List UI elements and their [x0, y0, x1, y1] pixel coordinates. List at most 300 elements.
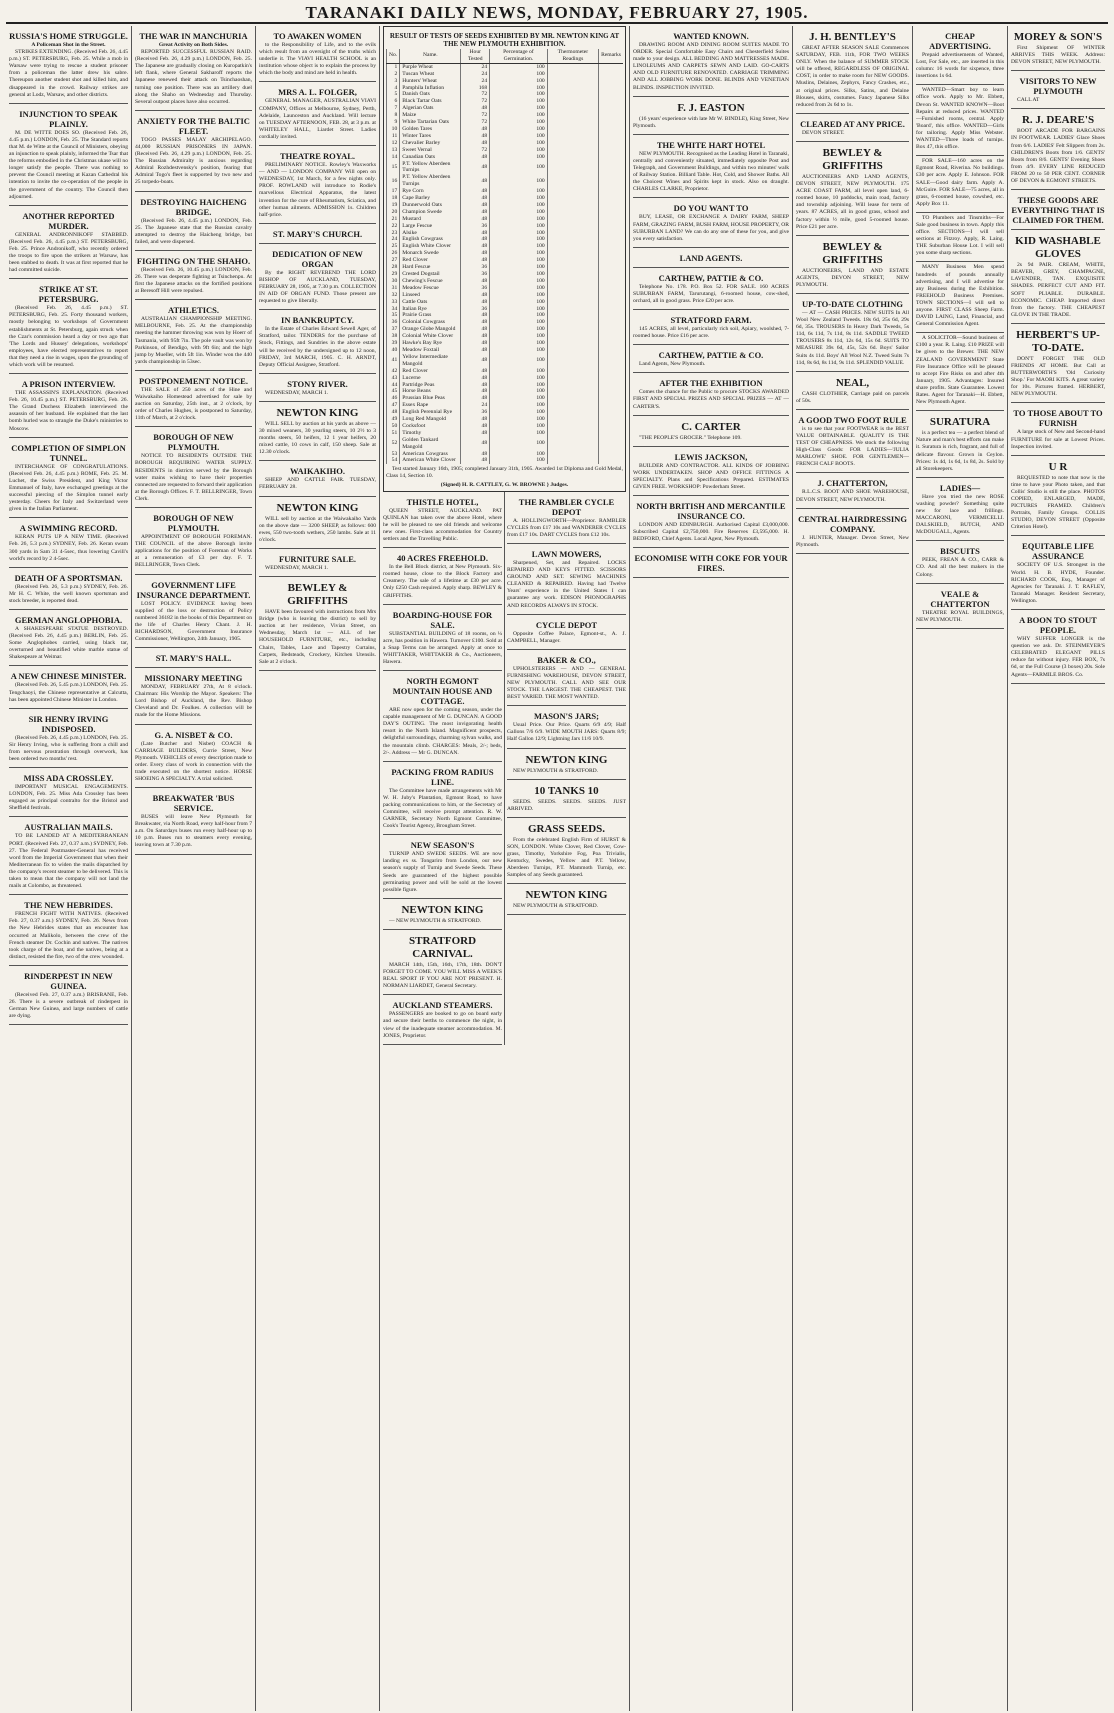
column-shop-ads: [1008, 26, 1108, 1711]
seeds-cell: 22: [387, 223, 400, 230]
seeds-cell: [547, 98, 598, 105]
seeds-cell: [599, 451, 623, 458]
article: [796, 294, 909, 372]
seeds-cell: Hard Fescue: [400, 264, 461, 271]
article-body: UPHOLSTERERS — AND — GENERAL FURNISHING WAREHOUSE, DEVON STREET, NEW PLYMOUTH. CALL AND SEE OUR STOCK. THE LARGEST. THE CHEAPEST. THE BEST VARIED. THE MOST WANTED.: [507, 665, 626, 701]
article-body: Prepaid advertisements of Wanted, Lost, For Sale, etc., are inserted in this column: 16 words for sixpence, three insertions 1s 6d.: [916, 52, 1004, 80]
seeds-cell: [547, 451, 598, 458]
seeds-cell: 41: [387, 354, 400, 368]
article: [259, 402, 376, 461]
seeds-cell: [547, 340, 598, 347]
seeds-cell: Alsike: [400, 230, 461, 237]
seeds-cell: [599, 236, 623, 243]
seeds-cell: [547, 292, 598, 299]
article-body: From the celebrated English Firm of HURST & SON, LONDON. White Clover, Red Clover, Cow-grass, Timothy, Yorkshire Fog, Poa Trivialis, Kentucky, Swedes, Yellow and P.T. Yellow, Aberdeen Turnips, P.T. Mammoth Turnip, etc. Samples of any Seeds guaranteed.: [507, 836, 626, 879]
seeds-footer: Test started January 16th, 1905; completed January 31th, 1905. Awarded 1st Diploma and Gold Medal, Class 14, Section 10.: [386, 466, 623, 480]
article-body: SOCIETY OF U.S. Strongest in the World. H. B. HYDE, Founder. RICHARD COOK, Esq., Manager of Agencies for Taranaki. J. T. RAFLEY, Taranaki Manager. Resident Secretary, Wellington.: [1011, 562, 1105, 604]
seeds-cell: 54: [387, 457, 400, 464]
article-headline: THE RAMBLER CYCLE DEPOT: [518, 496, 615, 517]
seeds-cell: Chevalier Barley: [400, 140, 461, 147]
seeds-cell: Lucerne: [400, 375, 461, 382]
seeds-cell: 100: [490, 85, 548, 92]
article-headline: GRASS SEEDS.: [527, 822, 606, 835]
seeds-cell: 100: [490, 326, 548, 333]
table-row: [387, 223, 624, 230]
article-headline: G. A. NISBET & CO.: [154, 729, 233, 740]
seeds-cell: 48: [461, 340, 490, 347]
seeds-cell: 48: [461, 174, 490, 188]
seeds-cell: 6: [387, 98, 400, 105]
seeds-cell: 100: [490, 78, 548, 85]
article-body: FOR SALE—160 acres on the Egmont Road, Riverina. No buildings. £30 per acre. Apply E. Johnson. FOR SALE—Good dairy farm. Apply A. McGuire. FOR SALE—75 acres, all in grass, 6-roomed house, cowshed, etc. Apply Box 11.: [916, 158, 1004, 207]
table-row: [387, 133, 624, 140]
article-body: KERAN PUTS UP A NEW TIME. (Received Feb. 26, 5.3 p.m.) SYDNEY, Feb. 26. Keran swam 300 yards in Sam 31 4-5sec, thus lowering Cavill's world's record by 2 4-5sec.: [9, 534, 128, 562]
article: [507, 818, 626, 885]
seeds-cell: 48: [461, 416, 490, 423]
article-headline: BAKER & CO.,: [537, 654, 596, 665]
seeds-cell: 48: [461, 126, 490, 133]
seeds-cell: [547, 375, 598, 382]
article-body: CALL AT: [1017, 97, 1040, 104]
table-row: [387, 250, 624, 257]
seeds-cell: [599, 306, 623, 313]
table-row: [387, 78, 624, 85]
article-headline: MASON'S JARS;: [534, 711, 599, 722]
article: [259, 82, 376, 146]
seeds-cell: 48: [461, 236, 490, 243]
article: [383, 671, 502, 762]
seeds-cell: 48: [461, 161, 490, 175]
article-body: AUCTIONEERS AND LAND AGENTS, DEVON STREET, NEW PLYMOUTH. 175 ACRE COAST FARM, all level open land, 6-roomed house, 10 paddocks, main road, factory and township adjoining. Will lease for term of years. 87 ACRES, all in good grass, school and factory within ½ mile, good 5-roomed house. Price £21 per acre.: [796, 173, 909, 230]
seeds-results-box: [383, 26, 626, 492]
seeds-cell: 46: [387, 395, 400, 402]
article: [9, 768, 128, 817]
seeds-cell: 51: [387, 430, 400, 437]
seeds-cell: Meadow Fescue: [400, 285, 461, 292]
article-headline: BISCUITS: [940, 546, 980, 557]
article: [135, 371, 252, 427]
article-headline: J. CHATTERTON,: [817, 478, 888, 489]
seeds-cell: P.T. Yellow Aberdeen Turnips: [400, 174, 461, 188]
article-body: LOST POLICY. EVIDENCE having been supplied of the loss or destruction of Policy numbered 36182 in the books of this Department on the life of Charles Henry Chant. J. H. RICHARDSON, Government Insurance Commissioner, Wellington, 24th January, 1905.: [135, 600, 252, 642]
article: [796, 410, 909, 474]
seeds-cell: 100: [490, 264, 548, 271]
seeds-cell: Meadow Foxtail: [400, 347, 461, 354]
article-headline: ST. MARY'S HALL.: [155, 653, 232, 664]
seeds-cell: 24: [461, 63, 490, 70]
article-headline: MRS A. L. FOLGER,: [278, 87, 357, 98]
seeds-cell: 100: [490, 382, 548, 389]
article-body: J. HUNTER, Manager. Devon Street, New Plymouth.: [796, 534, 909, 548]
seeds-cell: [547, 402, 598, 409]
seeds-cell: [599, 299, 623, 306]
article: [916, 541, 1004, 583]
seeds-cell: [547, 209, 598, 216]
article: [1011, 324, 1105, 404]
article-headline: ANOTHER REPORTED MURDER.: [22, 210, 115, 231]
article-body: NEW PLYMOUTH & STRATFORD.: [513, 903, 599, 910]
article-body: R.L.C.S. BOOT AND SHOE WAREHOUSE, DEVON STREET, NEW PLYMOUTH.: [796, 489, 909, 503]
seeds-cell: 100: [490, 409, 548, 416]
seeds-cell: Linseed: [400, 292, 461, 299]
table-row: [387, 437, 624, 451]
seeds-cell: [547, 236, 598, 243]
table-row: [387, 319, 624, 326]
table-row: [387, 257, 624, 264]
article-headline: NEW SEASON'S: [410, 840, 475, 851]
article: [383, 548, 502, 604]
seeds-cell: 100: [490, 457, 548, 464]
article: [916, 333, 1004, 411]
article: [1011, 26, 1105, 71]
table-row: [387, 375, 624, 382]
article-body: (Received Feb. 26, 5.45 p.m.) LONDON, Feb. 25. Tengchaoyi, the Chinese representative at Calcutta, has been appointed Chinese Minister in London.: [9, 682, 128, 703]
seeds-cell: 100: [490, 292, 548, 299]
article-headline: PACKING FROM RADIUS LINE.: [391, 766, 494, 787]
seeds-cell: [599, 161, 623, 175]
seeds-cell: [547, 409, 598, 416]
table-row: [387, 63, 624, 70]
table-row: [387, 368, 624, 375]
table-row: [387, 354, 624, 368]
seeds-cell: 100: [490, 306, 548, 313]
article-headline: A GOOD TWO FOOT RULE: [798, 414, 907, 425]
seeds-cell: [547, 423, 598, 430]
seeds-signed: (Signed) H. R. CATTLEY, G. W. BROWNE } Judges.: [440, 481, 569, 488]
seeds-cell: 100: [490, 216, 548, 223]
seeds-cell: 100: [490, 395, 548, 402]
article: [9, 518, 128, 567]
seeds-cell: [599, 105, 623, 112]
seeds-cell: [547, 71, 598, 78]
seeds-cell: Crested Dogstail: [400, 271, 461, 278]
article: [9, 895, 128, 966]
article-body: (Received Feb. 26, 4.45 p.m.) ST. PETERSBURG, Feb. 25. Forty thousand workers, mostly belonging to workshops of Government establishments at St. Petersburg, again struck when the Czar's commission heard a day or two ago that 'The Lords and Hussey' delegations, workshops' employees, have elected representatives to report that they need a rise in wages, upon the grounding of which work will be resumed.: [9, 305, 128, 368]
seeds-cell: 12: [387, 140, 400, 147]
article-body: FRENCH FIGHT WITH NATIVES. (Received Feb. 27, 0.37 a.m.) SYDNEY, Feb. 26. News from the New Hebrides states that an encounter has occurred at Malikolo, between the crew of the French steamer Dr. Cochin and natives. The natives took charge of the boat, and the natives, being at a distinct, resisted the fire, two of the crew wounded.: [9, 911, 128, 960]
seeds-cell: 18: [387, 195, 400, 202]
seeds-cell: 100: [490, 161, 548, 175]
seeds-cell: Chewing's Fescue: [400, 278, 461, 285]
table-row: [387, 174, 624, 188]
article-body: BUILDER AND CONTRACTOR. ALL KINDS OF JOBBING WORK UNDERTAKEN. SHOP AND OFFICE FITTINGS A SPECIALTY. Plans and Specifications Prepared. ESTIMATES GIVEN FREE. WORKSHOP: Powderham Street.: [633, 462, 789, 490]
seeds-cell: Partridge Peas: [400, 382, 461, 389]
seeds-cell: [547, 264, 598, 271]
seeds-cell: P.T. Yellow Aberdeen Turnips: [400, 161, 461, 175]
article: [633, 447, 789, 496]
article: [383, 835, 502, 899]
article-body: (Received Feb. 26, 5.3 p.m.) SYDNEY, Feb. 26. Mr H. C. White, the well known sportsman and stock breeder, is reported dead.: [9, 583, 128, 604]
article: [633, 345, 789, 373]
article-headline: A PRISON INTERVIEW.: [21, 379, 116, 390]
seeds-cell: [547, 285, 598, 292]
seeds-cell: 100: [490, 388, 548, 395]
seeds-cell: [599, 285, 623, 292]
article-headline: 10 TANKS 10: [534, 784, 599, 797]
seeds-cell: 26: [387, 250, 400, 257]
article-body: MANY Business Men spend hundreds of pounds annually advertising, and I will advertise for any Business during the Exhibition. FREEHOLD Business Premises. TOWN SECTIONS—I will sell to anyone. FIRST CLASS Sheep Farm. DAVID LAING, Land, Financial, and General Commission Agent.: [916, 264, 1004, 328]
seeds-cell: [599, 278, 623, 285]
seeds-cell: 48: [461, 375, 490, 382]
seeds-cell: 100: [490, 368, 548, 375]
seeds-cell: [547, 188, 598, 195]
seeds-cell: [599, 154, 623, 161]
seeds-cell: Colonial Cowgrass: [400, 319, 461, 326]
article-headline: INJUNCTION TO SPEAK PLAINLY.: [19, 108, 118, 129]
seeds-cell: [547, 319, 598, 326]
seeds-cell: [547, 216, 598, 223]
article: [135, 427, 252, 508]
article: [259, 26, 376, 82]
seeds-cell: 36: [461, 306, 490, 313]
article: [916, 478, 1004, 542]
seeds-cell: 100: [490, 230, 548, 237]
table-row: [387, 347, 624, 354]
seeds-cell: Black Tartar Oats: [400, 98, 461, 105]
seeds-cell: 21: [387, 216, 400, 223]
column-seeds-and-ads: [380, 26, 630, 1711]
seeds-cell: Essex Rape: [400, 402, 461, 409]
article-body: Usual Price. Our Price. Quarts 6/9 4/9; Half Gallons 7/6 6/9. WIDE MOUTH JARS: Quarts 8/9; Half Gallon 12/9; Lightning Jars 11/6 10/9.: [507, 722, 626, 743]
seeds-cell: [547, 202, 598, 209]
seeds-cell: [599, 140, 623, 147]
seeds-cell: 48: [461, 105, 490, 112]
seeds-cell: 42: [387, 368, 400, 375]
seeds-cell: [547, 354, 598, 368]
article: [259, 244, 376, 310]
seeds-cell: 72: [461, 147, 490, 154]
article-body: is a perfect tea — a perfect blend of Nature and man's best efforts can make it. Suratura is rich, fragrant, and full of delicate flavour. Grown in Ceylon. Prices: 1s 4d, 1s 6d, 1s 8d, 2s. Sold by all Storekeepers.: [916, 430, 1004, 472]
article-headline: J. H. BENTLEY'S: [809, 31, 896, 43]
table-row: [387, 98, 624, 105]
article-headline: THE WHITE HART HOTEL: [656, 139, 766, 150]
article-headline: ECONOMISE WITH COKE FOR YOUR FIRES.: [634, 553, 788, 574]
seeds-cell: 100: [490, 112, 548, 119]
article-headline: THEATRE ROYAL.: [279, 151, 356, 162]
article-headline: MISS ADA CROSSLEY.: [23, 773, 114, 784]
seeds-cell: Tuscan Wheat: [400, 71, 461, 78]
table-row: [387, 91, 624, 98]
seeds-cell: Sweet Vernal: [400, 147, 461, 154]
seeds-cell: 48: [461, 437, 490, 451]
seeds-cell: 100: [490, 154, 548, 161]
seeds-cell: [599, 326, 623, 333]
article-body: GREAT AFTER SEASON SALE Commences SATURDAY, FEB. 11th, FOR TWO WEEKS ONLY. When the balance of SUMMER STOCK will be offered, REGARDLESS OF ORIGINAL COST, in order to make room for NEW GOODS. Muslins, Delaines, Zephyrs, Fancy Crashes, etc., at original prices. Silks, Satins, and Delaine Blouses, skirts, costumes. Fancy Japanese Silks reduced from 2s 6d to 1s.: [796, 45, 909, 108]
seeds-cell: Long Red Mangold: [400, 416, 461, 423]
article-body: (Received Feb. 26, 4.45 p.m.) LONDON, Feb. 25. The Japanese state that the Russian cavalry attempted to destroy the Haicheng bridge, but failed, and were dispersed.: [135, 217, 252, 245]
seeds-cell: 72: [461, 91, 490, 98]
seeds-cell: 100: [490, 119, 548, 126]
seeds-cell: Orange Globe Mangold: [400, 326, 461, 333]
seeds-cell: 28: [387, 264, 400, 271]
article: [507, 706, 626, 748]
seeds-cell: 52: [387, 437, 400, 451]
article: [1011, 610, 1105, 684]
seeds-cell: [547, 299, 598, 306]
column-drapery-ads: [793, 26, 913, 1711]
seeds-cell: 36: [461, 264, 490, 271]
seeds-cell: [599, 78, 623, 85]
article-headline: CARTHEW, PATTIE & CO.: [658, 350, 764, 361]
seeds-cell: 100: [490, 133, 548, 140]
seeds-cell: 32: [387, 292, 400, 299]
seeds-cell: [547, 382, 598, 389]
table-row: [387, 416, 624, 423]
seeds-cell: 100: [490, 188, 548, 195]
article-body: In the Estate of Charles Edward Sewell Ager, of Stratford, tailor. TENDERS for the purchase of Stock, Fittings, and Sundries in the above estate will be received by the undersigned up to 12 noon, FRIDAY, 3rd MARCH, 1905. C. H. ARNDT, Deputy Official Assignee, Stratford.: [259, 326, 376, 368]
article-headline: EQUITABLE LIFE ASSURANCE: [1022, 541, 1094, 562]
article: [507, 544, 626, 615]
seeds-cell: [547, 416, 598, 423]
article: [259, 497, 376, 549]
article-headline: UP-TO-DATE CLOTHING: [802, 298, 903, 309]
article-headline: GOVERNMENT LIFE INSURANCE DEPARTMENT.: [136, 579, 251, 600]
article: [633, 496, 789, 548]
seeds-cell: 31: [387, 285, 400, 292]
seeds-cell: [547, 326, 598, 333]
seeds-cell: 43: [387, 375, 400, 382]
article-headline: U R: [1048, 460, 1068, 473]
seeds-cell: 36: [461, 285, 490, 292]
article-body: GENERAL MANAGER, AUSTRALIAN VIAVI COMPANY, Offices at Melbourne, Sydney, Perth, Adelaide, Launceston and Auckland. Will lecture on TUESDAY AFTERNOON, FEB. 28, at 3 p.m. at WHITELEY HALL, Liardet Street. Ladies cordially invited.: [259, 98, 376, 140]
seeds-cell: Hawke's Bay Rye: [400, 340, 461, 347]
article: [916, 26, 1004, 85]
seeds-cell: Yellow Intermediate Mangold: [400, 354, 461, 368]
seeds-cell: [599, 409, 623, 416]
seeds-cell: 15: [387, 161, 400, 175]
article-body: A large stock of New and Second-hand FURNITURE for sale at Lowest Prices. Inspection invited.: [1011, 429, 1105, 450]
seeds-cell: 48: [461, 326, 490, 333]
seeds-cell: 100: [490, 209, 548, 216]
seeds-cell: [599, 457, 623, 464]
seeds-cell: 100: [490, 174, 548, 188]
article-headline: AUSTRALIAN MAILS.: [24, 822, 113, 833]
article: [633, 373, 789, 415]
article-body: Telephone No. 178. P.O. Box 52. FOR SALE. 160 ACRES SUBURBAN FARM, Tarurutangi, 6-roomed house, cow-shed, orchard, all in good grass. Price £20 per acre.: [633, 283, 789, 304]
seeds-cell: 48: [461, 216, 490, 223]
table-row: [387, 195, 624, 202]
article: [135, 788, 252, 854]
article-body: TO Plumbers and Tinsmiths—For Sale good business in town. Apply this office. SECTIONS—I will sell sections at Fitzroy. Apply, R. Laing. THE Suburban House Lot. I will sell you some sharp sections.: [916, 214, 1004, 257]
seeds-cell: 100: [490, 202, 548, 209]
seeds-cell: [599, 388, 623, 395]
article: [9, 206, 128, 280]
article-body: A. HOLLINGWORTH—Proprietor. RAMBLER CYCLES from £17 10s and WANDERER CYCLES from £17 10s. DART CYCLES from £12 10s.: [507, 517, 626, 538]
seeds-cell: 24: [387, 236, 400, 243]
seeds-cell: Canadian Oats: [400, 154, 461, 161]
article-body: 145 ACRES, all level, particularly rich soil, Apiary, woolshed, 7-roomed house. Price £16 per acre.: [633, 326, 789, 340]
seeds-cell: 50: [387, 423, 400, 430]
seeds-cell: [599, 395, 623, 402]
article-headline: ST. MARY'S CHURCH.: [272, 228, 363, 239]
article-headline: AUCKLAND STEAMERS.: [392, 1000, 493, 1011]
seeds-cell: 48: [461, 243, 490, 250]
article: [259, 224, 376, 244]
article-body: is to see that your FOOTWEAR is the BEST VALUE OBTAINABLE. QUALITY IS THE TEST OF CHEAPNESS. We stock the following High-Class Goods: FOR LADIES—'JULIA MARLOWE' SHOE. FOR GENTLEMEN—FRENCH CALF BOOTS.: [796, 425, 909, 468]
article-headline: NORTH EGMONT MOUNTAIN HOUSE AND COTTAGE.: [392, 676, 493, 707]
article-headline: BOROUGH OF NEW PLYMOUTH.: [153, 432, 234, 453]
seeds-cell: Algerian Oats: [400, 105, 461, 112]
seeds-cell: American White Clover: [400, 457, 461, 464]
seeds-cell: [599, 91, 623, 98]
seeds-cell: 100: [490, 223, 548, 230]
table-row: [387, 85, 624, 92]
seeds-cell: [547, 395, 598, 402]
table-row: [387, 312, 624, 319]
seeds-cell: 48: [461, 299, 490, 306]
article: [135, 111, 252, 192]
article-headline: POSTPONEMENT NOTICE.: [139, 375, 248, 386]
article-headline: BOARDING-HOUSE FOR SALE.: [392, 609, 493, 630]
seeds-cell: [599, 347, 623, 354]
seeds-cell: 48: [461, 368, 490, 375]
seeds-cell: 16: [387, 174, 400, 188]
seeds-cell: [547, 278, 598, 285]
seeds-cell: 13: [387, 147, 400, 154]
article-body: TO BE LANDED AT A MEDITERRANEAN PORT. (Received Feb. 27, 0.37 a.m.) SYDNEY, Feb. 27. The Federal Postmaster-General has received word from the Imperial Government that when their Mediterranean fix to widen the mails dispatched by the company's recent steamer to be delivered. This is taken to mean that the company will not land the mails at Colombo, as threatened.: [9, 833, 128, 890]
seeds-cell: 45: [387, 388, 400, 395]
article: [633, 135, 789, 199]
seeds-cell: 48: [461, 430, 490, 437]
seeds-cell: 8: [387, 112, 400, 119]
table-row: [387, 105, 624, 112]
seeds-cell: [547, 161, 598, 175]
article-body: WHY SUFFER LONGER is the question we ask. Dr. STEINMEYER'S CELEBRATED ELEGANT PILLS reduce fat without injury. FER BOX, 7s 6d, or the Full Course (3 boxes) 20s. Sole Agents—FARMILE BROS. Co.: [1011, 636, 1105, 678]
article: [633, 310, 789, 345]
article: [383, 995, 502, 1044]
article-body: AUCTIONEERS, LAND AND ESTATE AGENTS, DEVON STREET, NEW PLYMOUTH.: [796, 267, 909, 288]
table-row: [387, 423, 624, 430]
article-body: (Received Feb. 27, 0.37 a.m.) BRISBANE, Feb. 26. There is a severe outbreak of rinderpest in German New Guinea, and large numbers of cattle are dying.: [9, 991, 128, 1020]
article-body: STRIKES EXTENDING. (Received Feb. 26, 4.45 p.m.) ST. PETERSBURG, Feb. 25. While a mob in Warsaw were trying to rescue a student prisoner from a policeman the latter drew his sabre. Thereupon another student shot and killed him, and disappeared in the crowd. Railway strikes are general at Lodz, Warsaw, and other districts.: [9, 49, 128, 98]
seeds-cell: 48: [461, 382, 490, 389]
table-row: [387, 306, 624, 313]
seeds-header-cell: Percentage of Germination.: [490, 49, 548, 63]
article-headline: GERMAN ANGLOPHOBIA.: [14, 614, 123, 625]
article-body: DRAWING ROOM AND DINING ROOM SUITES MADE TO ORDER. Special Comfortable Easy Chairs and Chesterfield Suites made to your design. ALL BEDDING AND MATTRESSES MADE. LINOLEUMS AND CARPETS SEWN AND LAID. GO-CARTS AND OLD FURNITURE RENOVATED. CARRIAGE TRIMMING AND ALL JOBBING WORK DONE. BLINDS AND VENETIAN BLINDS. INSPECTION INVITED.: [633, 42, 789, 91]
article-headline: NEWTON KING: [525, 753, 608, 766]
seeds-cell: 27: [387, 257, 400, 264]
article: [9, 438, 128, 519]
seeds-cell: 100: [490, 354, 548, 368]
article: [916, 85, 1004, 156]
seeds-cell: [547, 174, 598, 188]
seeds-cell: 100: [490, 91, 548, 98]
article-subheading: A Policeman Shot in the Street.: [31, 42, 106, 48]
seeds-cell: 25: [387, 243, 400, 250]
article: [383, 930, 502, 995]
seeds-cell: [547, 223, 598, 230]
article-body: "THE PEOPLE'S GROCER." Telephone 109.: [639, 434, 742, 441]
seeds-cell: [599, 63, 623, 70]
seeds-cell: [547, 437, 598, 451]
table-row: [387, 326, 624, 333]
seeds-cell: 14: [387, 154, 400, 161]
article-body: GENERAL ANDRONNIKOFF STABBED. (Received Feb. 26, 4.45 p.m.) ST. PETERSBURG, Feb. 25. Prince Andronikoff, who recently ordered the troops to fire upon the strikers at Warsaw, has been stabbed to death. It was at first reported that he had committed suicide.: [9, 231, 128, 274]
seeds-cell: 100: [490, 195, 548, 202]
article: [796, 236, 909, 294]
table-row: [387, 451, 624, 458]
seeds-cell: 39: [387, 340, 400, 347]
seeds-cell: [599, 223, 623, 230]
article-body: THEATRE ROYAL BUILDINGS, NEW PLYMOUTH.: [916, 609, 1004, 623]
seeds-cell: 11: [387, 133, 400, 140]
article-headline: THE WAR IN MANCHURIA: [139, 31, 248, 41]
article: [796, 473, 909, 508]
seeds-cell: [547, 388, 598, 395]
article-headline: STRATFORD FARM.: [670, 315, 752, 326]
seeds-table: [386, 49, 623, 464]
